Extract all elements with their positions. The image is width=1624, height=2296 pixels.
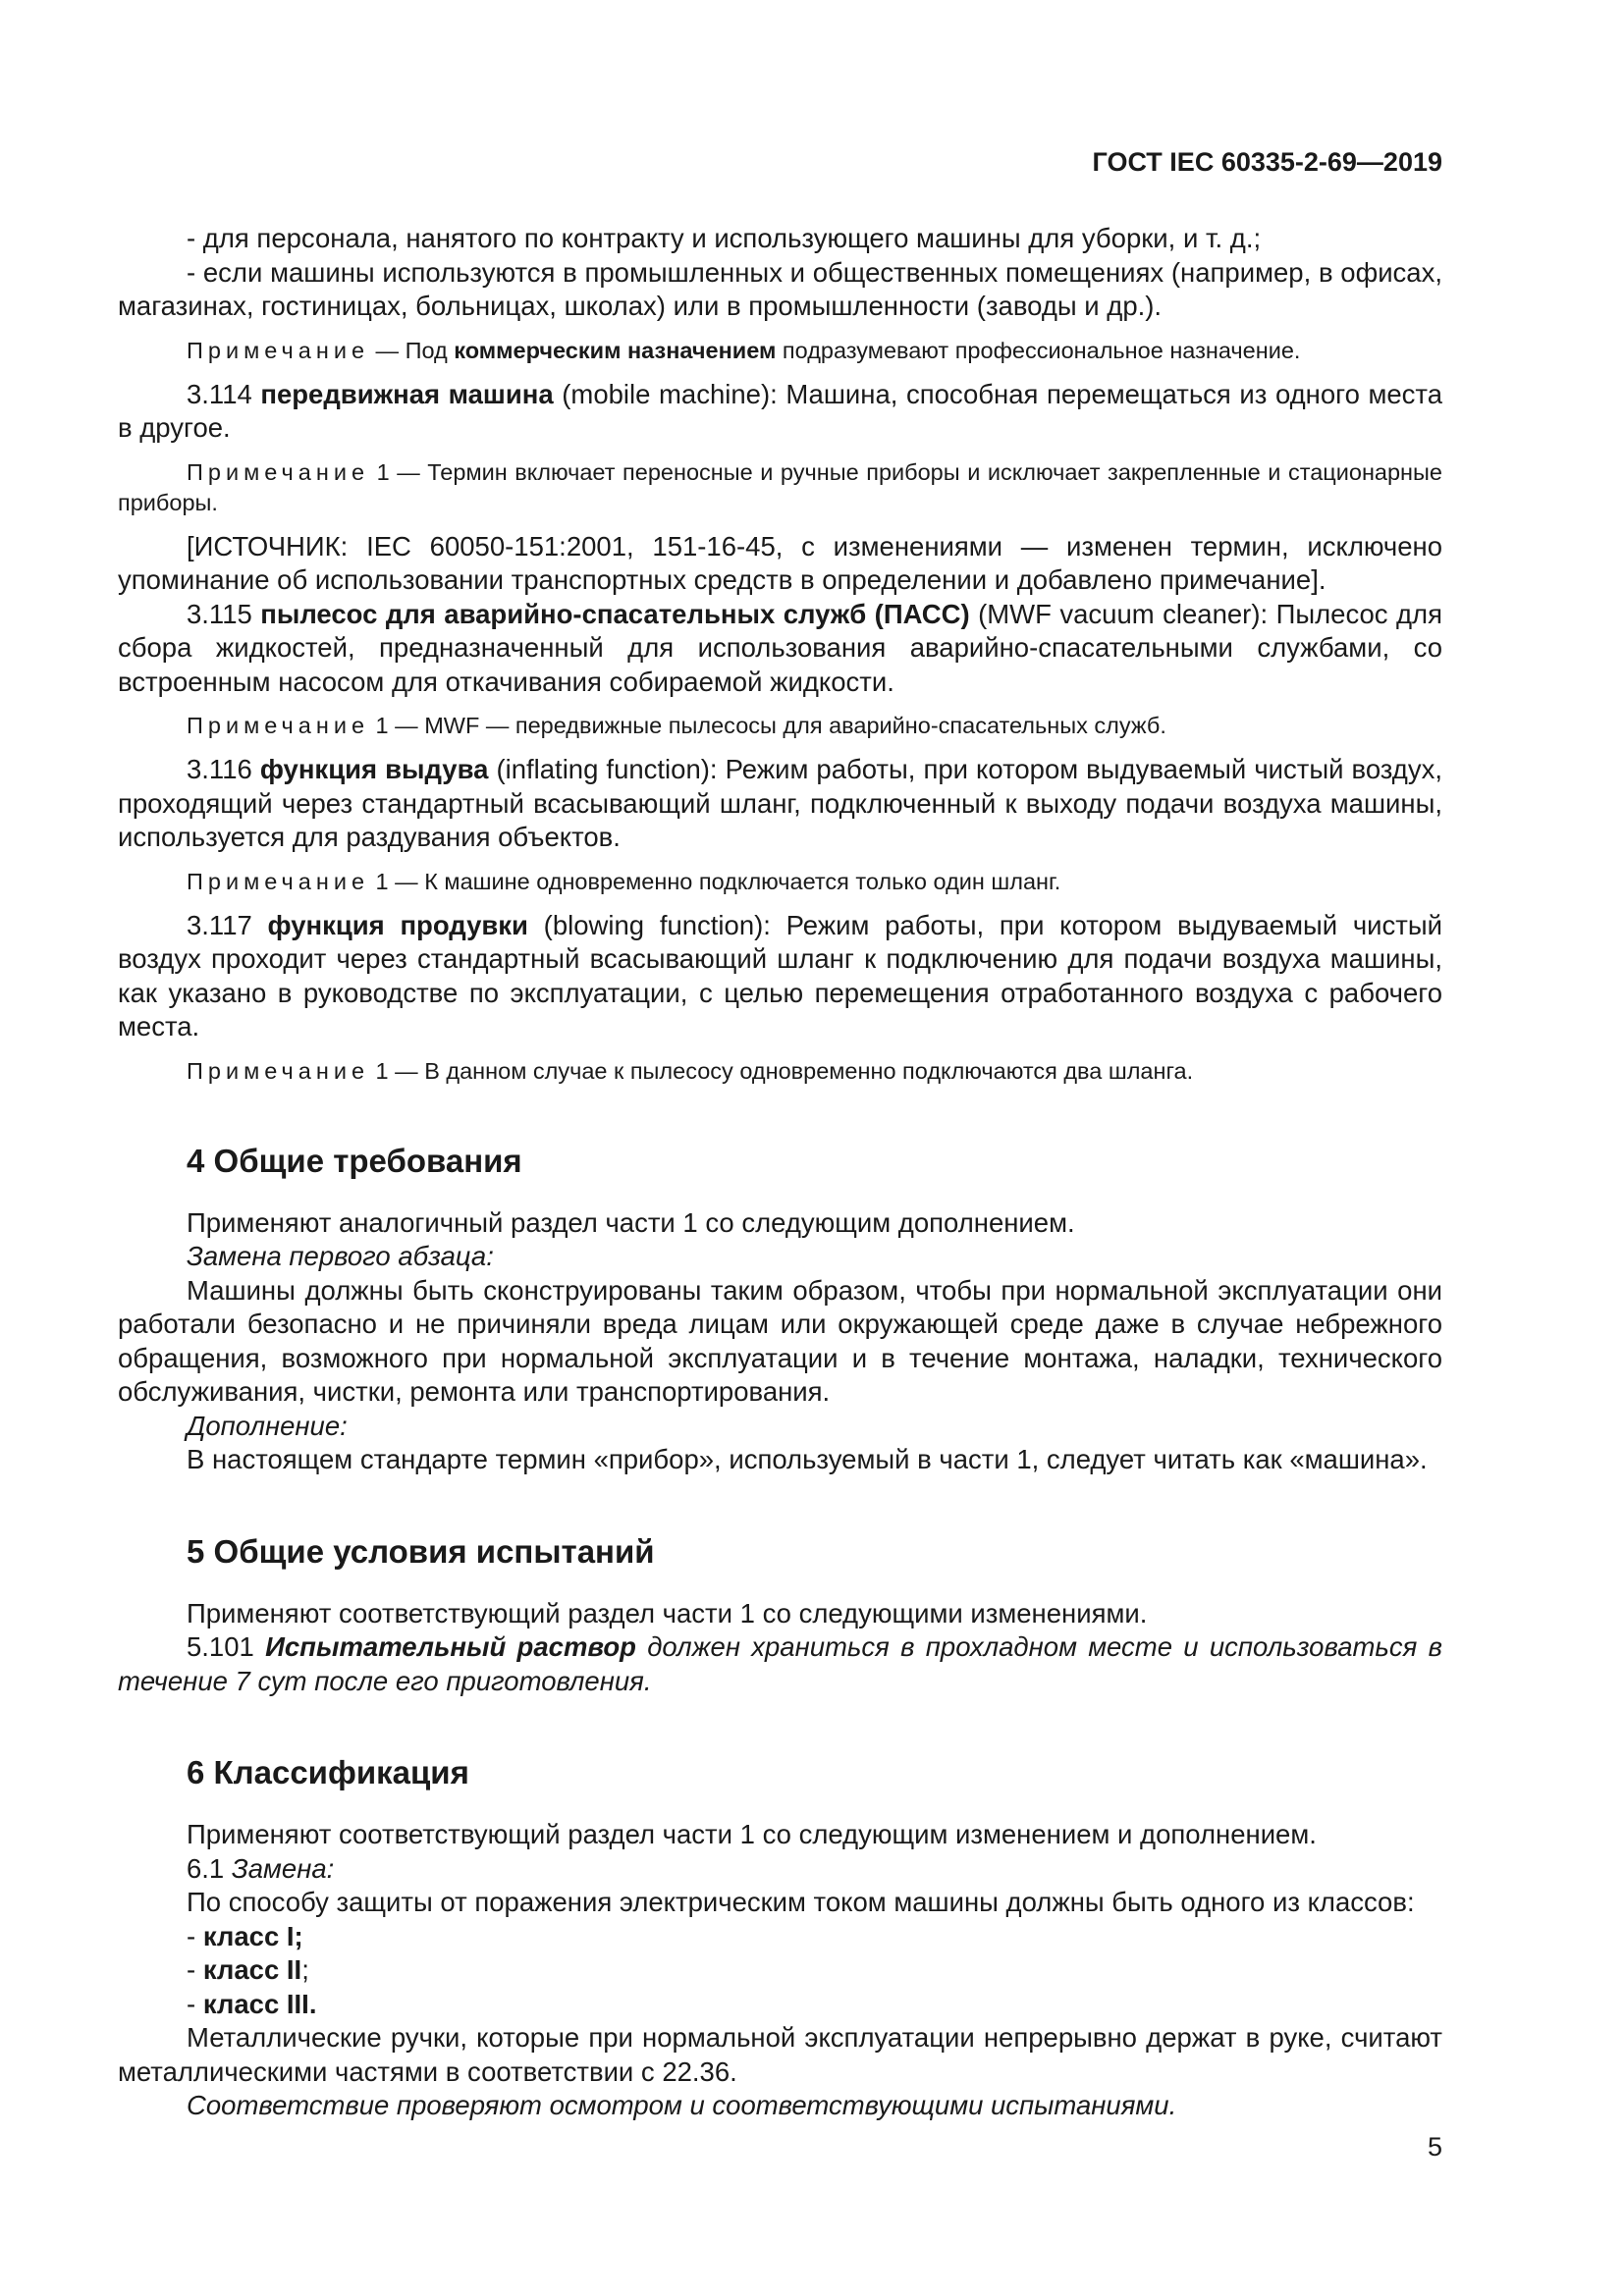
note: Примечание 1 — В данном случае к пылесосу одновременно подключаются два шланга. <box>187 1057 1194 1084</box>
note: Примечание 1 — MWF — передвижные пылесосы для аварийно-спасательных служб. <box>187 713 1166 738</box>
list-item: - класс I; <box>187 1920 303 1951</box>
term: функция выдува <box>259 754 489 784</box>
list-item: - для персонала, нанятого по контракту и использующего машины для уборки, и т. д.; <box>187 223 1262 253</box>
note-label: Примечание <box>187 458 370 485</box>
term: передвижная машина <box>260 378 554 409</box>
page-number: 5 <box>1427 2132 1442 2162</box>
list-item: - класс III. <box>187 1988 317 2019</box>
paragraph: Применяют аналогичный раздел части 1 со следующим дополнением. <box>187 1206 1075 1238</box>
paragraph: Замена первого абзаца: <box>187 1241 494 1271</box>
paragraph: Соответствие проверяют осмотром и соответствующими испытаниями. <box>187 2090 1177 2120</box>
note-label: Примечание <box>187 337 370 363</box>
paragraph: Применяют соответствующий раздел части 1 со следующим изменением и дополнением. <box>187 1819 1317 1849</box>
definition-3-116: 3.116 функция выдува (inflating function): Режим работы, при котором выдуваемый чистый воздух, проходящий через стандартный всасывающий шланг, подключенный к выходу подачи воздуха машины, используется для раздувания объектов. <box>118 754 1442 852</box>
note: Примечание 1 — К машине одновременно подключается только один шланг. <box>187 868 1061 894</box>
paragraph: По способу защиты от поражения электрическим током машины должны быть одного из классов: <box>187 1887 1415 1917</box>
definition-3-117: 3.117 функция продувки (blowing function): Режим работы, при котором выдуваемый чистый воздух проходит через стандартный всасывающий шланг к подключению для подачи воздуха машины, как указано в руководстве по эксплуатации, с целью перемещения отработанного воздуха с рабочего места. <box>118 909 1442 1041</box>
note-term: коммерческим назначением <box>454 337 777 363</box>
section-6-heading: 6 Классификация <box>187 1754 469 1790</box>
definition-3-115: 3.115 пылесос для аварийно-спасательных служб (ПАСС) (MWF vacuum cleaner): Пылесос для сбора жидкостей, предназначенный для использования аварийно-спасательными службами, со встроенным насосом для откачивания собираемой жидкости. <box>118 598 1442 697</box>
paragraph: Применяют соответствующий раздел части 1 со следующими изменениями. <box>187 1597 1148 1629</box>
note-label: Примечание <box>187 868 370 894</box>
source-reference: [ИСТОЧНИК: IEC 60050-151:2001, 151-16-45, с изменениями — изменен термин, исключено упоминание об использовании транспортных средств в определении и добавлено примечание]. <box>118 530 1442 595</box>
clause-5-101: 5.101 Испытательный раствор должен храниться в прохладном месте и использоваться в течение 7 сут после его приготовления. <box>118 1631 1442 1696</box>
document-header: ГОСТ IEC 60335-2-69—2019 <box>1092 147 1442 177</box>
term: функция продувки <box>267 909 528 940</box>
list-item: - если машины используются в промышленных и общественных помещениях (например, в офисах, магазинах, гостиницах, больницах, школах) или в промышленности (заводы и др.). <box>118 256 1442 321</box>
paragraph: Машины должны быть сконструированы таким образом, чтобы при нормальной эксплуатации они работали безопасно и не причиняли вреда лицам или окружающей среде даже в случае небрежного обращения, возможного при нормальной эксплуатации и в течение монтажа, наладки, технического обслуживания, чистки, ремонта или транспортирования. <box>118 1274 1442 1407</box>
clause-6-1: 6.1 Замена: <box>187 1852 335 1884</box>
note: Примечание — Под коммерческим назначением подразумевают профессиональное назначение. <box>187 337 1301 363</box>
paragraph: Металлические ручки, которые при нормальной эксплуатации непрерывно держат в руке, считают металлическими частями в соответствии с 22.36. <box>118 2022 1442 2087</box>
section-4-heading: 4 Общие требования <box>187 1142 522 1179</box>
note-label: Примечание <box>187 713 370 738</box>
paragraph: Дополнение: <box>187 1410 348 1441</box>
term: пылесос для аварийно-спасательных служб (ПАСС) <box>260 598 970 629</box>
note-label: Примечание <box>187 1057 370 1084</box>
term: Испытательный раствор <box>265 1631 636 1662</box>
list-item: - класс II; <box>187 1954 309 1985</box>
section-5-heading: 5 Общие условия испытаний <box>187 1532 655 1570</box>
note: Примечание 1 — Термин включает переносные и ручные приборы и исключает закрепленные и стационарные приборы. <box>118 458 1442 515</box>
paragraph: В настоящем стандарте термин «прибор», используемый в части 1, следует читать как «машина». <box>187 1444 1428 1474</box>
definition-3-114: 3.114 передвижная машина (mobile machine): Машина, способная перемещаться из одного места в другое. <box>118 378 1443 443</box>
document-body <box>118 222 1442 2123</box>
